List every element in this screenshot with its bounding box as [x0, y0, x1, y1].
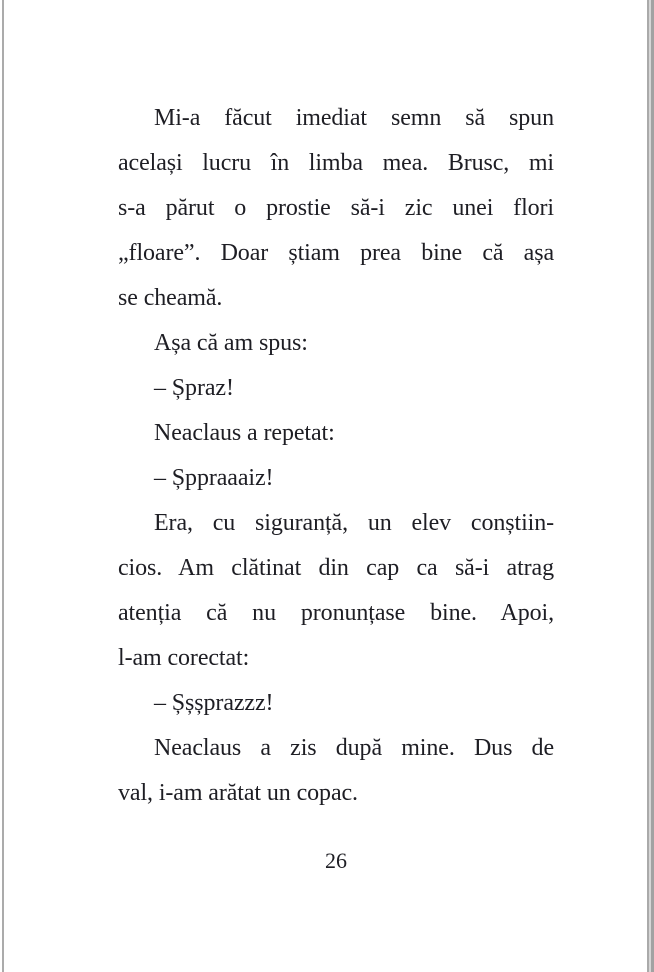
- page-number: 26: [325, 848, 347, 873]
- text-line: – Șpraz!: [154, 375, 234, 401]
- text-line: val, i-am arătat un copac.: [118, 780, 358, 806]
- page-text: [118, 96, 554, 816]
- page-left-edge: [2, 0, 4, 972]
- text-line: Era, cu siguranță, un elev conștiin-: [154, 510, 554, 536]
- text-line: același lucru în limba mea. Brusc, mi: [118, 150, 554, 176]
- text-line: Neaclaus a zis după mine. Dus de: [154, 735, 554, 761]
- text-line: atenția că nu pronunțase bine. Apoi,: [118, 600, 554, 626]
- text-line: – Șppraaaiz!: [154, 465, 274, 491]
- page-right-edge: [647, 0, 654, 972]
- text-line: Așa că am spus:: [154, 330, 308, 356]
- text-line: s-a părut o prostie să-i zic unei flori: [118, 195, 554, 221]
- text-line: – Șșșprazzz!: [154, 690, 274, 716]
- text-line: Neaclaus a repetat:: [154, 420, 335, 446]
- text-line: l-am corectat:: [118, 645, 250, 671]
- text-line: cios. Am clătinat din cap ca să-i atrag: [118, 555, 554, 581]
- text-line: se cheamă.: [118, 285, 223, 311]
- text-line: Mi-a făcut imediat semn să spun: [154, 105, 554, 131]
- text-line: „floare”. Doar știam prea bine că așa: [118, 240, 554, 266]
